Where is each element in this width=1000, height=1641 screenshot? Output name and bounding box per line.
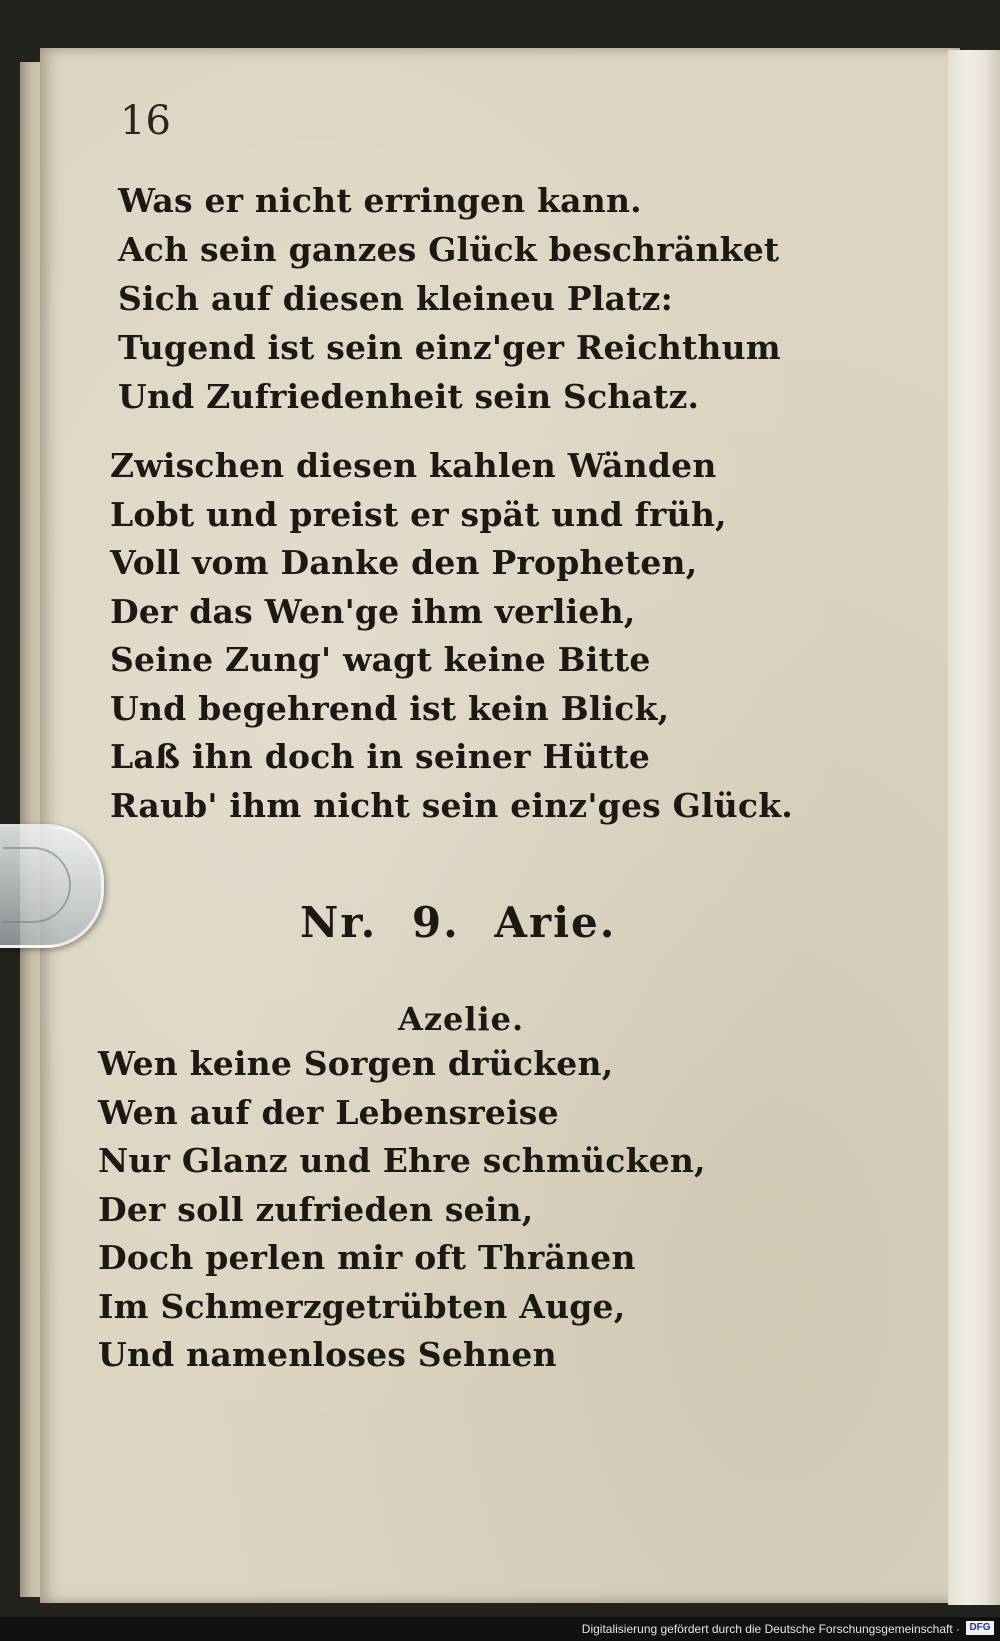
verse-line: Nur Glanz und Ehre schmücken, <box>98 1141 706 1180</box>
verse-line: Und namenloses Sehnen <box>98 1335 557 1374</box>
footer-credit: Digitalisierung gefördert durch die Deutsche Forschungsgemeinschaft · <box>581 1622 960 1636</box>
verse-line: Und Zufriedenheit sein Schatz. <box>118 377 700 416</box>
verse-line: Der soll zufrieden sein, <box>98 1189 534 1229</box>
verse-line: Raub' ihm nicht sein einz'ges Glück. <box>110 785 793 825</box>
verse-line: Im Schmerzgetrübten Auge, <box>98 1286 626 1326</box>
stanza-2 <box>110 442 793 830</box>
stanza-3 <box>98 1040 706 1380</box>
verse-line: Ach sein ganzes Glück beschränket <box>118 230 780 269</box>
verse-line: Wen keine Sorgen drücken, <box>98 1044 614 1083</box>
verse-line: Sich auf diesen kleineu Platz: <box>118 279 673 318</box>
stanza-1 <box>118 176 781 421</box>
page-clip <box>0 824 104 948</box>
verse-line: Tugend ist sein einz'ger Reichthum <box>118 328 781 367</box>
verse-line: Was er nicht erringen kann. <box>118 181 642 220</box>
verse-line: Voll vom Danke den Propheten, <box>110 543 698 582</box>
verse-line: Doch perlen mir oft Thränen <box>98 1238 636 1277</box>
verse-line: Laß ihn doch in seiner Hütte <box>110 737 651 776</box>
verse-line: Und begehrend ist kein Blick, <box>110 688 670 728</box>
verse-line: Zwischen diesen kahlen Wänden <box>110 446 717 485</box>
verse-line: Der das Wen'ge ihm verlieh, <box>110 591 636 631</box>
page-number: 16 <box>120 98 171 144</box>
verse-line: Lobt und preist er spät und früh, <box>110 494 727 534</box>
section-heading: Nr. 9. Arie. <box>300 898 617 947</box>
speaker-name: Azelie. <box>398 1000 525 1038</box>
verse-line: Seine Zung' wagt keine Bitte <box>110 640 651 679</box>
dfg-logo-icon: DFG <box>966 1621 994 1635</box>
verse-line: Wen auf der Lebensreise <box>98 1092 559 1132</box>
page-edge-right <box>948 50 1000 1605</box>
